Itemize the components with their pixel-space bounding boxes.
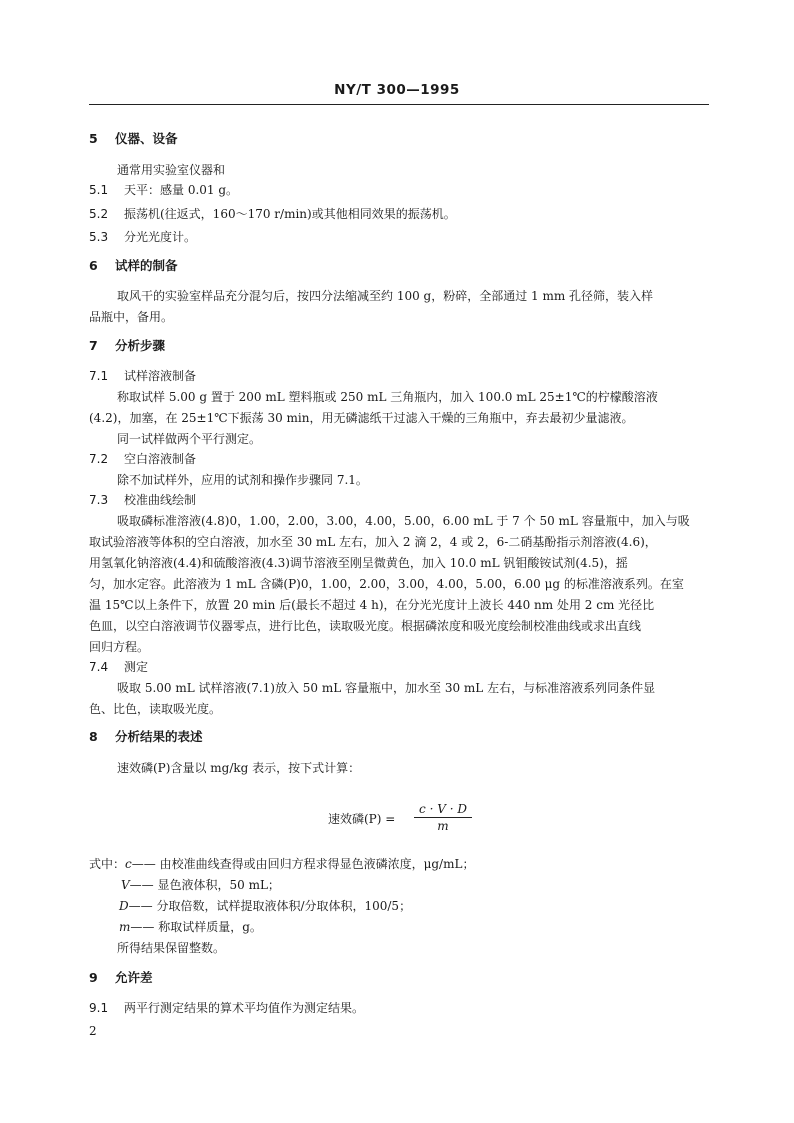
variable-symbol: V [121,878,130,892]
section-title: 试样的制备 [115,258,178,273]
standard-code-header: NY/T 300—1995 [334,82,460,98]
variable-definition [119,898,411,914]
paragraph-line: (4.2)，加塞，在 25±1℃下振荡 30 min，用无磷滤纸干过滤入干燥的三角瓶中，弃去最初少量滤液。 [89,411,634,425]
variable-definition [89,856,474,872]
variable-definition [119,919,262,935]
variable-description: —— 显色液体积，50 mL； [129,878,280,892]
paragraph-line: 除不加试样外，应用的试剂和操作步骤同 7.1。 [117,473,368,487]
list-item [89,229,196,245]
section-5-heading [89,131,178,147]
variable-description: —— 称取试样质量，g。 [130,920,262,934]
paragraph-line: 所得结果保留整数。 [117,941,226,955]
section-number: 6 [89,258,98,273]
section-title: 仪器、设备 [115,131,178,146]
subsection-7-4-heading [89,659,148,675]
paragraph-line: 色、比色，读取吸光度。 [89,702,222,716]
paragraph-line: 匀，加水定容。此溶液为 1 mL 含磷(P)0，1.00，2.00，3.00，4.00，5.00，6.00 μg 的标准溶液系列。在室 [89,577,684,591]
section-number: 8 [89,729,98,744]
paragraph-line: 色皿，以空白溶液调节仪器零点，进行比色，读取吸光度。根据磷浓度和吸光度绘制校准曲线或求出直线 [89,619,642,633]
item-number: 7.1 [89,369,109,383]
paragraph-line: 吸取磷标准溶液(4.8)0，1.00，2.00，3.00，4.00，5.00，6.00 mL 于 7 个 50 mL 容量瓶中，加入与吸 [117,514,690,528]
item-text: 空白溶液制备 [124,452,197,466]
paragraph-line: 用氢氧化钠溶液(4.4)和硫酸溶液(4.3)调节溶液至刚呈微黄色，加入 10.0 mL 钒钼酸铵试剂(4.5)，摇 [89,556,628,570]
section-number: 5 [89,131,98,146]
formula-denominator: m [437,819,449,833]
paragraph-line: 速效磷(P)含量以 mg/kg 表示，按下式计算： [117,761,361,775]
paragraph-line: 取试验溶液等体积的空白溶液，加水至 30 mL 左右，加入 2 滴 2，4 或 2，6-二硝基酚指示剂溶液(4.6)， [89,535,657,549]
fraction-bar [414,817,472,818]
variable-definition [121,877,280,893]
formula-lhs: 速效磷(P) = [328,812,396,826]
item-number: 7.3 [89,493,109,507]
paragraph-line: 同一试样做两个平行测定。 [117,432,262,446]
item-number: 7.4 [89,660,109,674]
subsection-7-1-heading [89,368,196,384]
section-title: 分析步骤 [115,338,166,353]
paragraph-line: 回归方程。 [89,640,150,654]
subsection-7-2-heading [89,451,196,467]
paragraph-line: 温 15℃以上条件下，放置 20 min 后(最长不超过 4 h)，在分光光度计上波长 440 nm 处用 2 cm 光径比 [89,598,655,612]
section-7-heading [89,338,165,354]
formula-numerator: c · V · D [419,802,467,816]
section-8-heading [89,729,203,745]
section-title: 允许差 [115,970,153,985]
item-text: 校准曲线绘制 [124,493,197,507]
subsection-7-3-heading [89,492,196,508]
item-text: 试样溶液制备 [124,369,197,383]
where-prefix: 式中： [89,857,126,871]
item-text: 分光光度计。 [124,230,197,244]
section-number: 9 [89,970,98,985]
list-item [89,206,456,222]
item-text: 天平：感量 0.01 g。 [124,183,239,197]
section-6-heading [89,258,178,274]
item-number: 7.2 [89,452,109,466]
section-number: 7 [89,338,98,353]
paragraph-line: 取风干的实验室样品充分混匀后，按四分法缩减至约 100 g，粉碎，全部通过 1 mm 孔径筛，装入样 [117,289,654,303]
section-9-heading [89,970,153,986]
paragraph-line: 品瓶中，备用。 [89,310,174,324]
item-text: 振荡机(往返式，160～170 r/min)或其他相同效果的振荡机。 [124,207,456,221]
item-number: 5.2 [89,207,109,221]
variable-symbol: D [119,899,129,913]
item-text: 两平行测定结果的算术平均值作为测定结果。 [124,1001,365,1015]
item-number: 5.3 [89,230,109,244]
paragraph-line: 称取试样 5.00 g 置于 200 mL 塑料瓶或 250 mL 三角瓶内，加入 100.0 mL 25±1℃的柠檬酸溶液 [117,390,658,404]
formula-fraction [414,802,472,833]
variable-symbol: c [125,857,132,871]
section-title: 分析结果的表述 [115,729,203,744]
page-number: 2 [89,1024,97,1038]
variable-description: —— 分取倍数，试样提取液体积/分取体积，100/5； [128,899,412,913]
list-item [89,182,238,198]
variable-symbol: m [119,920,131,934]
formula [0,802,794,836]
paragraph-line: 吸取 5.00 mL 试样溶液(7.1)放入 50 mL 容量瓶中，加水至 30 mL 左右，与标准溶液系列同条件显 [117,681,656,695]
item-number: 9.1 [89,1001,109,1015]
item-text: 测定 [124,660,149,674]
paragraph: 通常用实验室仪器和 [117,163,226,177]
item-number: 5.1 [89,183,109,197]
header-rule [89,104,709,105]
variable-description: —— 由校准曲线查得或由回归方程求得显色液磷浓度，μg/mL； [131,857,475,871]
list-item [89,1000,364,1016]
